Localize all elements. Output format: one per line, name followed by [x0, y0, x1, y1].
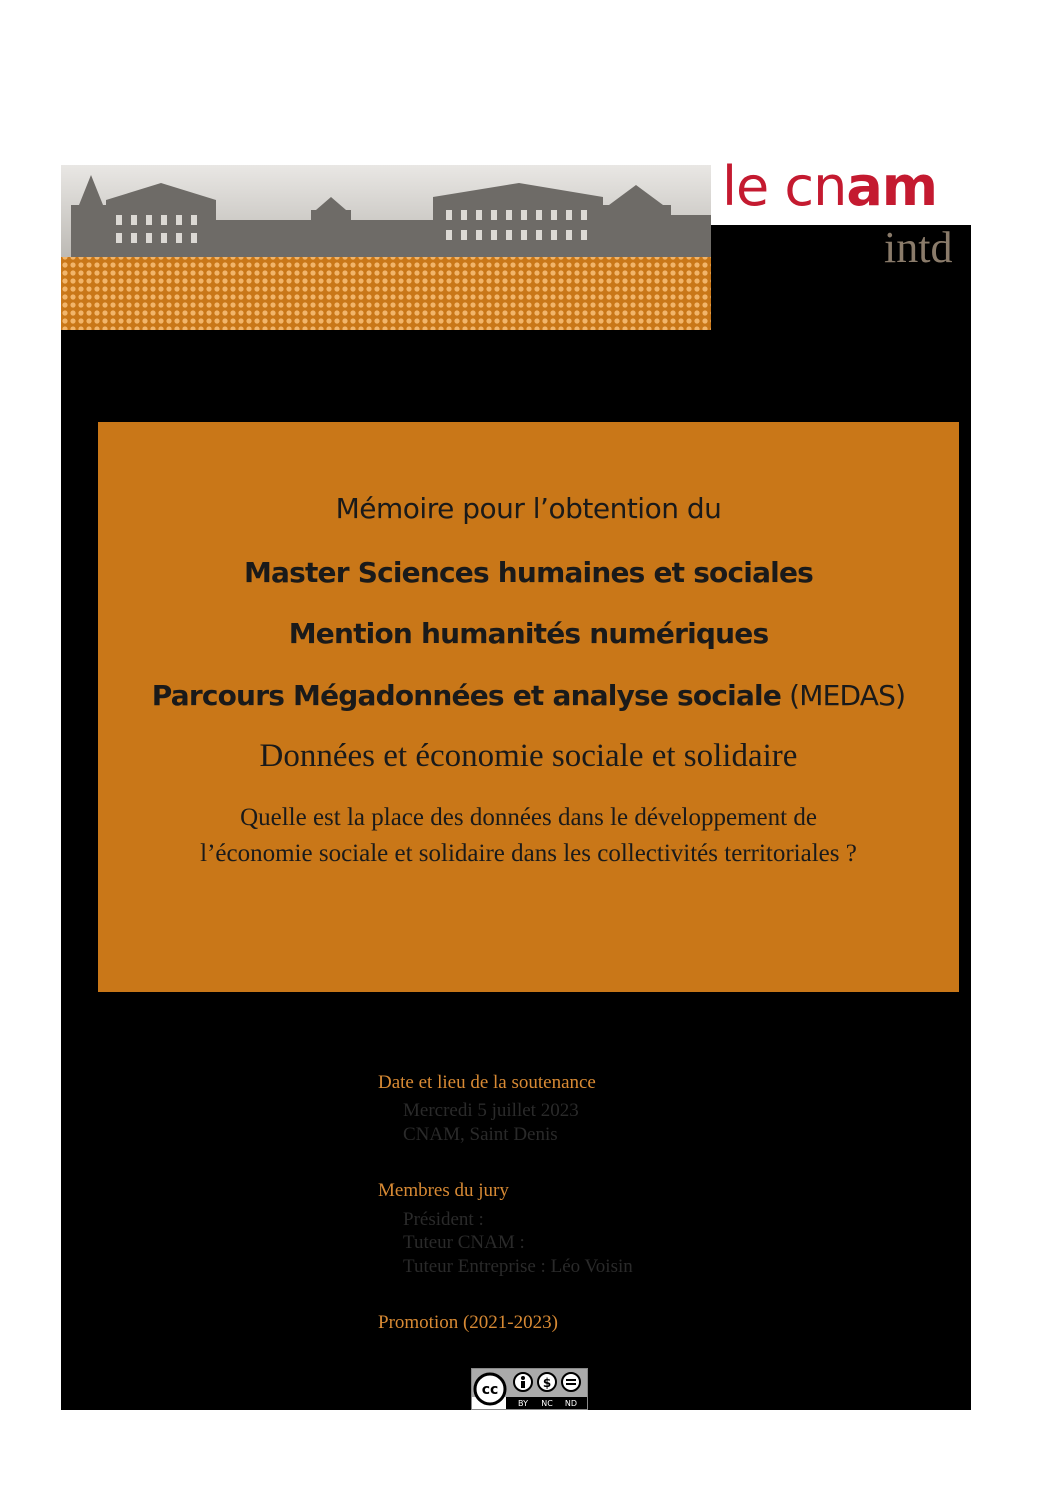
- svg-text:$: $: [542, 1376, 552, 1390]
- intd-logo: intd: [884, 223, 953, 272]
- header-banner: [61, 165, 711, 330]
- soutenance-heading: Date et lieu de la soutenance: [378, 1072, 596, 1093]
- svg-text:BY: BY: [518, 1399, 528, 1408]
- cnam-logo: le cnam: [722, 155, 938, 218]
- jury-tuteur-entreprise: Tuteur Entreprise : Léo Voisin: [403, 1256, 633, 1277]
- mention-line: Mention humanités numériques: [288, 617, 769, 650]
- thesis-question: Quelle est la place des données dans le développement de l’économie sociale et solidaire dans les collectivités territoriales ?: [200, 804, 857, 867]
- jury-tuteur-cnam: Tuteur CNAM :: [403, 1232, 525, 1253]
- cc-license-badge: [471, 1368, 588, 1410]
- svg-text:cc: cc: [481, 1382, 499, 1398]
- svg-text:NC: NC: [541, 1399, 553, 1408]
- promotion: Promotion (2021-2023): [378, 1312, 558, 1333]
- building-photo: [61, 165, 711, 330]
- soutenance-place: CNAM, Saint Denis: [403, 1124, 558, 1145]
- jury-president: Président :: [403, 1209, 484, 1230]
- svg-text:ND: ND: [564, 1399, 578, 1408]
- jury-heading: Membres du jury: [378, 1180, 509, 1201]
- master-line: Master Sciences humaines et sociales: [243, 556, 814, 589]
- parcours-line: Parcours Mégadonnées et analyse sociale (MEDAS): [151, 679, 906, 712]
- soutenance-date: Mercredi 5 juillet 2023: [403, 1100, 579, 1121]
- nd-icon: [562, 1373, 580, 1391]
- memoire-line: Mémoire pour l’obtention du: [335, 492, 722, 525]
- title-box: [98, 422, 959, 992]
- thesis-title: Données et économie sociale et solidaire: [259, 738, 798, 774]
